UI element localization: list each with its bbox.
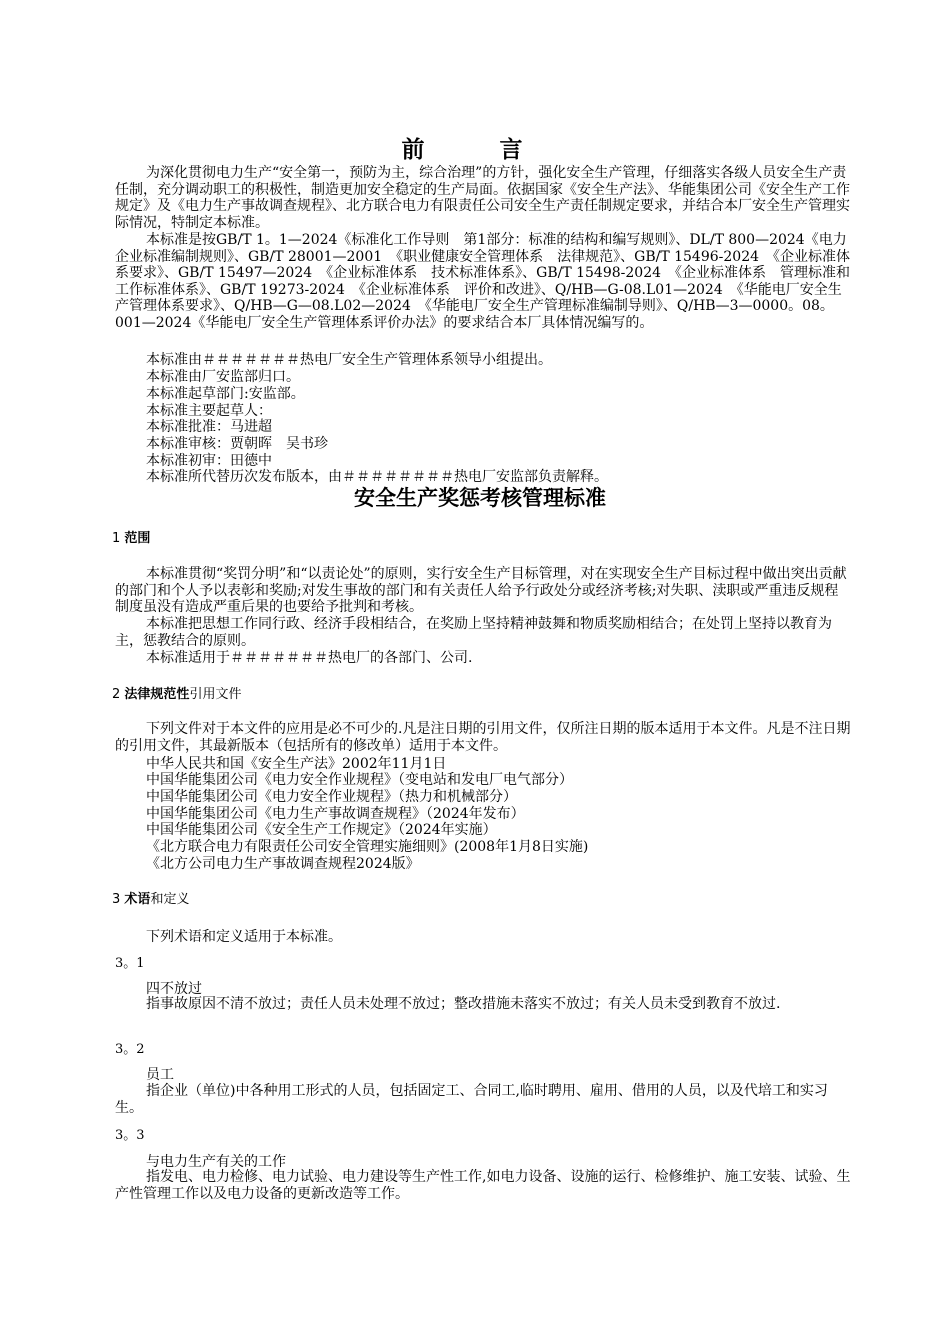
term-number: 3。3 (115, 1128, 145, 1143)
section-3-number: 3 (112, 892, 121, 907)
reference-item: 中华人民共和国《安全生产法》2002年11月1日 (146, 756, 447, 772)
section-3-intro: 下列术语和定义适用于本标准。 (146, 929, 342, 945)
preface-approver: 本标准批准：马进超 (146, 419, 272, 435)
reference-item: 中国华能集团公司《电力安全作业规程》（变电站和发电厂电气部分） (146, 772, 573, 788)
reference-item: 《北方公司电力生产事故调查规程2024版》 (146, 856, 420, 872)
section-3-heading (112, 892, 189, 908)
preface-reviewer: 本标准审核：贾朝晖 吴书珍 (146, 436, 328, 452)
section-2-paragraph-1: 下列文件对于本文件的应用是必不可少的.凡是注日期的引用文件，仅所注日期的版本适用于本文件。凡是不注日期的引用文件，其最新版本（包括所有的修改单）适用于本文件。 (115, 721, 851, 754)
section-3-title-rest: 和定义 (150, 892, 190, 907)
section-1-paragraph-1: 本标准贯彻“奖罚分明”和“以责论处”的原则，实行安全生产目标管理，对在实现安全生产目标过程中做出突出贡献的部门和个人予以表彰和奖励;对发生事故的部门和有关责任人给予行政处分或经济考核;对失职、渎职或严重违反规程制度虽没有造成严重后果的也要给予批判和考核。 (115, 566, 847, 616)
preface-proposer: 本标准由＃＃＃＃＃＃＃热电厂安全生产管理体系领导小组提出。 (146, 352, 552, 368)
reference-item: 中国华能集团公司《安全生产工作规定》（2024年实施） (146, 822, 497, 838)
section-1-paragraph-3: 本标准适用于＃＃＃＃＃＃＃热电厂的各部门、公司. (146, 650, 473, 666)
term-name: 四不放过 (146, 981, 202, 997)
preface-paragraph-1: 为深化贯彻电力生产“安全第一，预防为主，综合治理”的方针，强化安全生产管理，仔细落实各级人员安全生产责任制，充分调动职工的积极性，制造更加安全稳定的生产局面。依据国家《安全生产法》、华能集团公司《安全生产工作规定》及《电力生产事故调查规程》、北方联合电力有限责任公司安全生产责任制规定要求，并结合本厂安全生产管理实际情况，特制定本标准。 (115, 165, 850, 231)
document-title: 安全生产奖惩考核管理标准 (354, 486, 606, 510)
term-number: 3。1 (115, 956, 145, 971)
reference-item: 中国华能集团公司《电力生产事故调查规程》（2024年发布） (146, 806, 525, 822)
term-definition: 指企业（单位)中各种用工形式的人员，包括固定工、合同工,临时聘用、雇用、借用的人员，以及代培工和实习生。 (115, 1083, 828, 1116)
reference-item: 《北方联合电力有限责任公司安全管理实施细则》(2008年1月8日实施) (146, 839, 589, 855)
section-1-title: 范围 (124, 531, 151, 546)
preface-drafting-dept: 本标准起草部门:安监部。 (146, 386, 305, 402)
section-1-paragraph-2: 本标准把思想工作同行政、经济手段相结合，在奖励上坚持精神鼓舞和物质奖励相结合；在处罚上坚持以教育为主，惩教结合的原则。 (115, 616, 832, 649)
section-2-title-rest: 引用文件 (189, 687, 242, 702)
preface-interpretation: 本标准所代替历次发布版本，由＃＃＃＃＃＃＃＃热电厂安监部负责解释。 (146, 469, 608, 485)
preface-title: 前 言 (401, 137, 549, 163)
term-definition: 指事故原因不清不放过；责任人员未处理不放过；整改措施未落实不放过；有关人员未受到教育不放过. (146, 996, 781, 1012)
preface-initial-reviewer: 本标准初审：田德中 (146, 453, 272, 469)
section-2-number: 2 (112, 687, 121, 702)
term-number: 3。2 (115, 1042, 145, 1057)
section-2-title-bold: 法律规范性 (124, 687, 190, 702)
section-1-heading (112, 531, 150, 547)
section-3-title-bold: 术语 (124, 892, 151, 907)
preface-owner: 本标准由厂安监部归口。 (146, 369, 300, 385)
term-name: 与电力生产有关的工作 (146, 1154, 286, 1170)
term-definition: 指发电、电力检修、电力试验、电力建设等生产性工作,如电力设备、设施的运行、检修维护、施工安装、试验、生产性管理工作以及电力设备的更新改造等工作。 (115, 1169, 851, 1202)
term-name: 员工 (146, 1067, 174, 1083)
preface-drafters: 本标准主要起草人： (146, 403, 272, 419)
section-1-number: 1 (112, 531, 121, 546)
reference-item: 中国华能集团公司《电力安全作业规程》（热力和机械部分） (146, 789, 517, 805)
section-2-heading (112, 687, 241, 703)
preface-paragraph-2: 本标准是按GB/T 1。1—2024《标准化工作导则 第1部分：标准的结构和编写规则》、DL/T 800—2024《电力企业标准编制规则》、GB/T 28001—2001 《职业健康安全管理体系 法律规范》、GB/T 15496-2024 《企业标准体系要求》、GB/T 15497—2024 《企业标准体系 技术标准体系》、GB/T 15498-2024 《企业标准体系 管理标准和工作标准体系》、GB/T 19273-2024 《企业标准体系 评价和改进》、Q/HB—G-08.L01—2024 《华能电厂安全生产管理体系要求》、Q/HB—G—08.L02—2024 《华能电厂安全生产管理标准编制导则》、Q/HB—3—0000。08。001—2024《华能电厂安全生产管理体系评价办法》的要求结合本厂具体情况编写的。 (115, 232, 851, 331)
